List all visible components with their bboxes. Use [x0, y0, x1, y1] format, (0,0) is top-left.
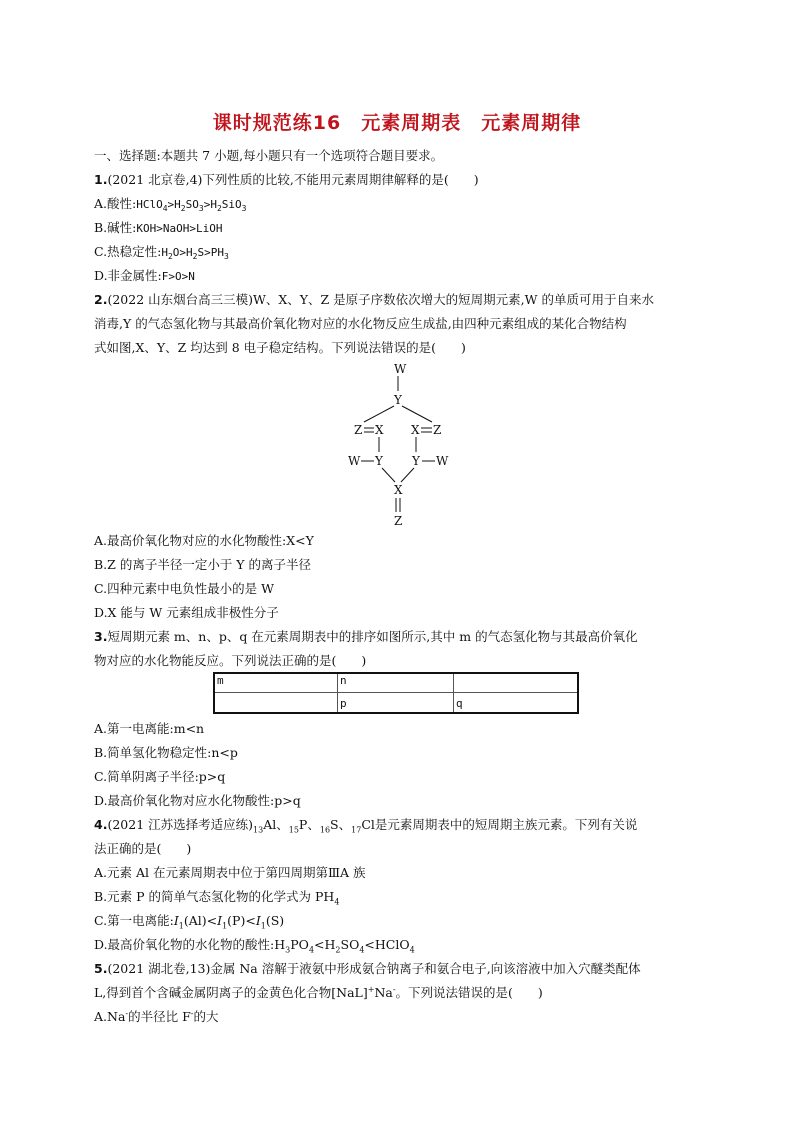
- formula: KOH>NaOH>LiOH: [136, 222, 223, 235]
- question-5-stem-line-1: [94, 960, 641, 978]
- question-number: 1.: [94, 172, 108, 187]
- option-label: B.碱性:: [94, 220, 137, 235]
- question-5-option-a: A.Na-的半径比 F-的大: [94, 1008, 219, 1024]
- table-cell-p: p: [338, 693, 454, 712]
- question-text: (2021 北京卷,4)下列性质的比较,不能用元素周期律解释的是( ): [107, 172, 479, 187]
- question-4-stem-line-2: 法正确的是( ): [94, 841, 192, 856]
- atom-z-left: Z: [354, 423, 363, 437]
- option-label: D.非金属性:: [94, 268, 162, 283]
- table-cell-q: q: [456, 697, 463, 710]
- structural-formula: [338, 360, 458, 530]
- table-cell-m: m: [215, 674, 338, 693]
- table-cell-n: n: [338, 674, 454, 693]
- question-2-stem-line-2: 消毒,Y 的气态氢化物与其最高价氧化物对应的水化物反应生成盐,由四种元素组成的某化合物结构: [94, 316, 627, 331]
- question-number: 2.: [94, 292, 108, 307]
- atom-x-left: X: [375, 423, 384, 437]
- question-number: 3.: [94, 629, 108, 644]
- question-3-option-c: C.简单阴离子半径:p>q: [94, 769, 226, 784]
- question-source: (2021 江苏选择考适应练): [107, 817, 253, 832]
- structure-diagram: [338, 360, 458, 530]
- option-label: A.酸性:: [94, 196, 137, 211]
- atom-x-bottom: X: [394, 483, 403, 497]
- atom-w-top: W: [394, 362, 407, 376]
- question-2-option-d: D.X 能与 W 元素组成非极性分子: [94, 605, 279, 620]
- question-4-option-d: D.最高价氧化物的水化物的酸性$:H_3PO_4<H_2SO_4<HClO_4$: [94, 937, 415, 955]
- option-label: C.热稳定性:: [94, 244, 162, 259]
- question-4-stem-line-1: 4.(2021 江苏选择考适应练)$_{13}Al$、$_{15}$P、$_{16}$S、$_{17}$Cl是元素周期表中的短周期主族元素。下列有关说: [94, 817, 638, 835]
- question-1-stem: [94, 171, 479, 189]
- question-1-option-b: [94, 219, 222, 238]
- question-5-stem-line-2: L,得到首个含碱金属阴离子的金黄色化合物[NaL]+Na-。下列说法错误的是( ): [94, 984, 543, 1000]
- question-1-option-c: [94, 243, 229, 262]
- question-number: 5.: [94, 961, 108, 976]
- question-2-stem-line-3: 式如图,X、Y、Z 均达到 8 电子稳定结构。下列说法错误的是( ): [94, 340, 466, 355]
- question-text: (2022 山东烟台高三三模)W、X、Y、Z 是原子序数依次增大的短周期元素,W 的单质可用于自来水: [107, 292, 654, 307]
- question-3-option-d: D.最高价氧化物对应水化物酸性:p>q: [94, 793, 301, 808]
- atom-y-left: Y: [375, 454, 383, 468]
- section-heading: 一、选择题:本题共 7 小题,每小题只有一个选项符合题目要求。: [94, 148, 444, 163]
- formula: $H_3PO_4<H_2SO_4<HClO_4$: [274, 937, 415, 955]
- atom-w-right: W: [436, 454, 449, 468]
- question-2-stem-line-1: [94, 291, 654, 309]
- question-text: (2021 湖北卷,13)金属 Na 溶解于液氨中形成氨合钠离子和氨合电子,向该溶液中加入穴醚类配体: [107, 961, 641, 976]
- question-3-stem-line-1: [94, 628, 638, 646]
- table-cell-empty: [215, 693, 338, 712]
- atom-y-right: Y: [412, 454, 420, 468]
- formula: $HClO_4>H_2SO_3>H_2SiO_3$: [136, 198, 247, 214]
- question-4-option-b: B.元素 P 的简单气态氢化物的化学式为 $PH_4$: [94, 889, 340, 907]
- question-4-option-a: A.元素 Al 在元素周期表中位于第四周期第ⅢA 族: [94, 865, 366, 880]
- formula: $H_2O>H_2S>PH_3$: [161, 246, 229, 262]
- question-4-option-c: C.第一电离能$:I_1(Al)<I_1(P)<I_1(S)$: [94, 913, 285, 931]
- question-3-stem-line-2: 物对应的水化物能反应。下列说法正确的是( ): [94, 653, 367, 668]
- atom-z-bottom: Z: [394, 514, 403, 528]
- atom-x-right: X: [411, 423, 420, 437]
- question-2-option-a: A.最高价氧化物对应的水化物酸性:X<Y: [94, 533, 314, 548]
- atom-w-left: W: [348, 454, 361, 468]
- question-text: 是元素周期表中的短周期主族元素。下列有关说: [374, 817, 638, 832]
- question-1-option-a: [94, 195, 246, 214]
- question-3-option-a: A.第一电离能:m<n: [94, 721, 205, 736]
- periodic-table-excerpt: [213, 672, 579, 714]
- page-title: 课时规范练16 元素周期表 元素周期律: [212, 112, 582, 134]
- question-3-option-b: B.简单氢化物稳定性:n<p: [94, 745, 238, 760]
- formula: F>O>N: [161, 270, 195, 283]
- atom-y-top: Y: [394, 393, 402, 407]
- question-2-option-b: B.Z 的离子半径一定小于 Y 的离子半径: [94, 557, 312, 572]
- question-2-option-c: C.四种元素中电负性最小的是 W: [94, 581, 274, 596]
- question-number: 4.: [94, 817, 108, 832]
- table-cell-empty: [454, 674, 577, 693]
- question-text: 短周期元素 m、n、p、q 在元素周期表中的排序如图所示,其中 m 的气态氢化物与其最高价氧化: [107, 629, 638, 644]
- atom-z-right: Z: [433, 423, 442, 437]
- question-1-option-d: [94, 267, 195, 286]
